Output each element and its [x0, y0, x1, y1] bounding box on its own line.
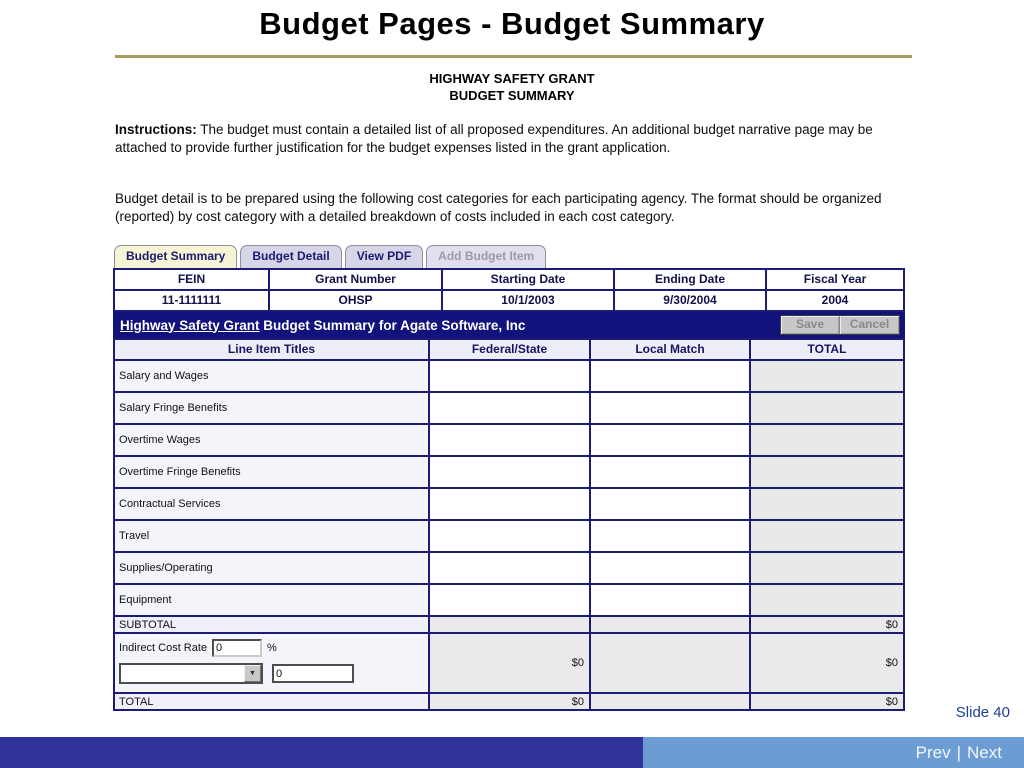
- indirect-federal-state: $0: [430, 634, 589, 692]
- total-row-label: TOTAL: [115, 694, 428, 709]
- line-item-label: Travel: [115, 521, 428, 551]
- line-item-label: Overtime Fringe Benefits: [115, 457, 428, 487]
- budget-summary-table: [113, 338, 905, 711]
- line-item-label: Salary and Wages: [115, 361, 428, 391]
- grant-info-table: [113, 268, 905, 312]
- form-heading-line1: HIGHWAY SAFETY GRANT: [429, 71, 595, 86]
- info-value-fiscal-year: 2004: [767, 291, 903, 310]
- next-link[interactable]: Next: [967, 743, 1002, 762]
- indirect-type-dropdown[interactable]: [119, 663, 263, 684]
- tab-budget-detail[interactable]: Budget Detail: [240, 245, 341, 268]
- instructions-paragraph: [115, 121, 917, 156]
- federal-state-cell: [430, 361, 589, 391]
- slide-number: Slide 40: [955, 704, 1010, 721]
- info-value-fein: 11-1111111: [115, 291, 268, 310]
- line-item-label: Overtime Wages: [115, 425, 428, 455]
- info-value-grant-number: OHSP: [270, 291, 441, 310]
- indirect-cost-rate-cell: [115, 634, 428, 692]
- highway-safety-grant-link[interactable]: Highway Safety Grant: [120, 317, 260, 333]
- budget-header-local-match: Local Match: [591, 340, 749, 359]
- indirect-rate-input[interactable]: [212, 639, 262, 657]
- tab-budget-summary[interactable]: Budget Summary: [114, 245, 237, 268]
- cancel-button[interactable]: Cancel: [840, 316, 899, 334]
- detail-paragraph: Budget detail is to be prepared using the following cost categories for each participating agency. The format should be organized (reported) by cost category with a detailed breakdown of costs included in each cost category.: [115, 191, 882, 224]
- total-cell: [751, 457, 903, 487]
- instructions-text: The budget must contain a detailed list of all proposed expenditures. An additional budget narrative page may be attached to provide further justification for the budget expenses listed in the grant application.: [115, 122, 873, 155]
- info-value-starting-date: 10/1/2003: [443, 291, 613, 310]
- total-cell: [751, 585, 903, 615]
- federal-state-cell: [430, 585, 589, 615]
- local-match-cell: [591, 457, 749, 487]
- total-cell: [751, 425, 903, 455]
- info-header-ending-date: Ending Date: [615, 270, 765, 289]
- total-cell: [751, 361, 903, 391]
- subtotal-label: SUBTOTAL: [115, 617, 428, 632]
- line-item-label: Supplies/Operating: [115, 553, 428, 583]
- total-local-match: [591, 694, 749, 709]
- banner-button-group: [780, 315, 900, 335]
- total-total: $0: [751, 694, 903, 709]
- local-match-cell: [591, 361, 749, 391]
- nav-separator: |: [956, 743, 962, 762]
- save-button[interactable]: Save: [781, 316, 840, 334]
- banner-title-rest: Budget Summary for Agate Software, Inc: [259, 317, 526, 333]
- local-match-cell: [591, 521, 749, 551]
- line-item-label: Contractual Services: [115, 489, 428, 519]
- local-match-cell: [591, 585, 749, 615]
- local-match-cell: [591, 553, 749, 583]
- subtotal-total: $0: [751, 617, 903, 632]
- subtotal-local-match: [591, 617, 749, 632]
- indirect-cost-rate-label: Indirect Cost Rate: [119, 642, 208, 654]
- info-header-grant-number: Grant Number: [270, 270, 441, 289]
- total-cell: [751, 489, 903, 519]
- slide-title: Budget Pages - Budget Summary: [259, 6, 765, 41]
- line-item-label: Equipment: [115, 585, 428, 615]
- tab-bar: [114, 244, 546, 268]
- local-match-cell: [591, 489, 749, 519]
- budget-header-total: TOTAL: [751, 340, 903, 359]
- tab-view-pdf[interactable]: View PDF: [345, 245, 423, 268]
- line-item-label: Salary Fringe Benefits: [115, 393, 428, 423]
- chevron-down-icon[interactable]: ▼: [244, 665, 261, 682]
- info-header-fiscal-year: Fiscal Year: [767, 270, 903, 289]
- federal-state-cell: [430, 457, 589, 487]
- info-header-starting-date: Starting Date: [443, 270, 613, 289]
- budget-header-federal-state: Federal/State: [430, 340, 589, 359]
- info-header-fein: FEIN: [115, 270, 268, 289]
- local-match-cell: [591, 425, 749, 455]
- subtotal-federal-state: [430, 617, 589, 632]
- info-value-ending-date: 9/30/2004: [615, 291, 765, 310]
- federal-state-cell: [430, 521, 589, 551]
- federal-state-cell: [430, 393, 589, 423]
- federal-state-cell: [430, 489, 589, 519]
- prev-link[interactable]: Prev: [915, 743, 951, 762]
- title-divider: [115, 55, 912, 58]
- local-match-cell: [591, 393, 749, 423]
- summary-banner: [113, 312, 905, 338]
- instructions-label: Instructions:: [115, 122, 197, 137]
- total-cell: [751, 521, 903, 551]
- form-heading: [0, 70, 1024, 104]
- indirect-total: $0: [751, 634, 903, 692]
- form-heading-line2: BUDGET SUMMARY: [449, 88, 575, 103]
- indirect-local-match: [591, 634, 749, 692]
- total-cell: [751, 553, 903, 583]
- indirect-amount-input[interactable]: [272, 664, 354, 683]
- federal-state-cell: [430, 553, 589, 583]
- federal-state-cell: [430, 425, 589, 455]
- tab-add-budget-item: Add Budget Item: [426, 245, 546, 268]
- banner-title: [120, 318, 525, 333]
- footer-bar-dark: [0, 737, 643, 768]
- total-federal-state: $0: [430, 694, 589, 709]
- total-cell: [751, 393, 903, 423]
- percent-sign-label: %: [267, 642, 277, 654]
- budget-header-line-item-titles: Line Item Titles: [115, 340, 428, 359]
- footer-bar-light: [643, 737, 1024, 768]
